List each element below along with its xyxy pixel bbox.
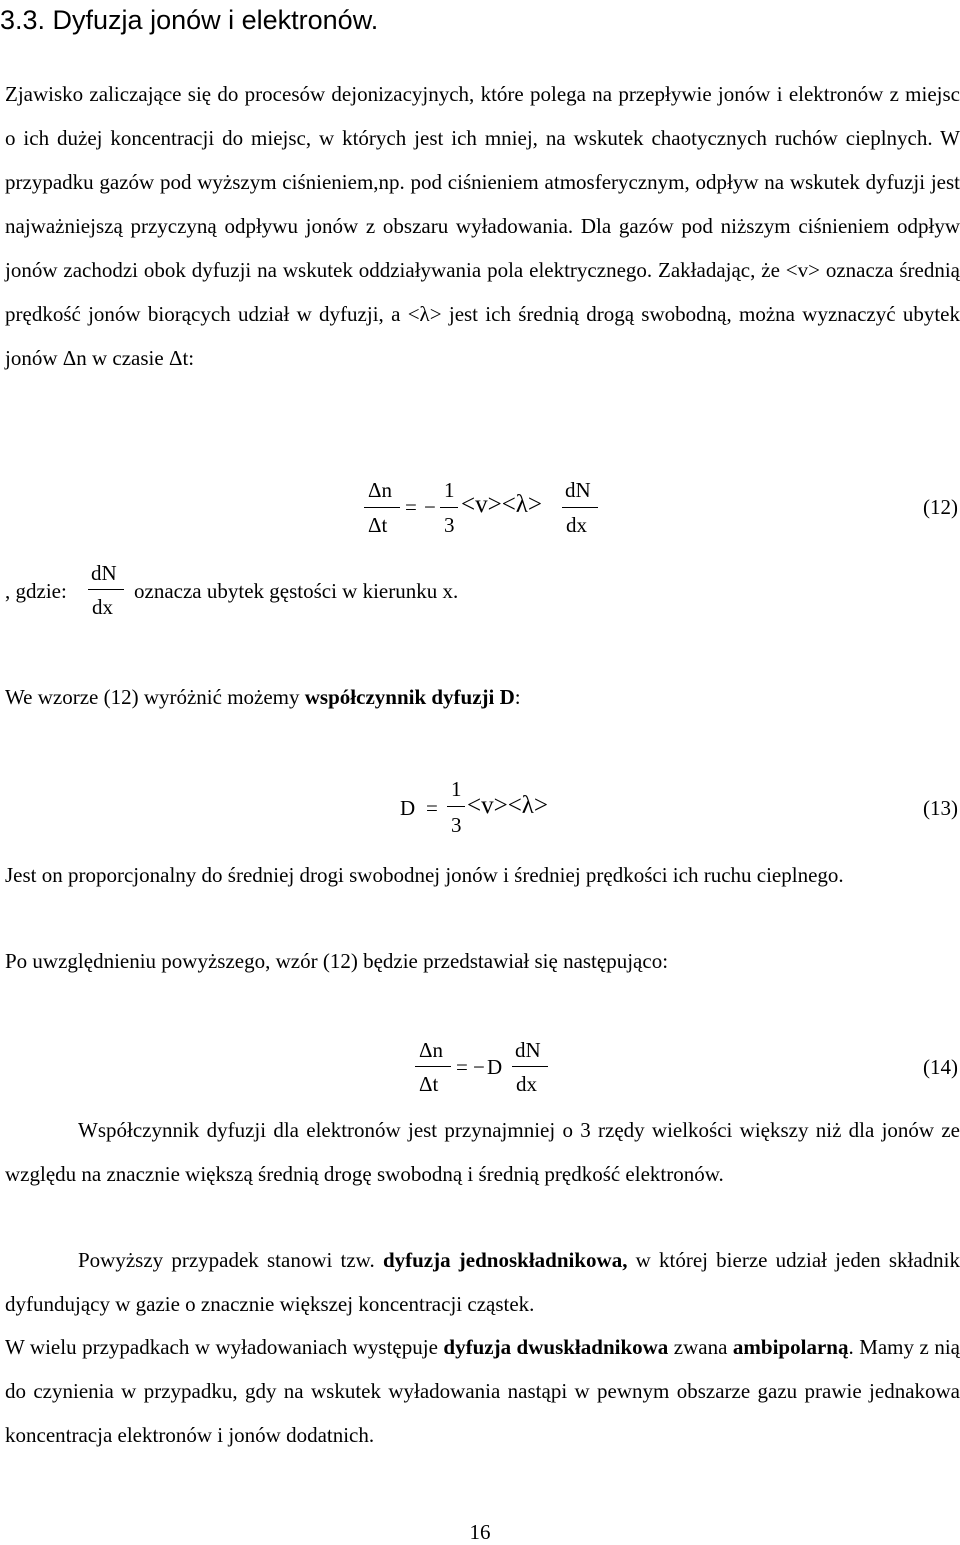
eq13-mean-terms: <v><λ> [467, 792, 549, 819]
eq12-rhs-fraction-bar [562, 507, 598, 508]
gdzie-prefix: , gdzie: [5, 579, 67, 603]
eq14-lhs-numerator: Δn [419, 1038, 444, 1062]
eq14-lhs-denominator: Δt [419, 1072, 439, 1096]
eq12-lhs-fraction-bar [364, 507, 400, 508]
eq14-coef: D [487, 1055, 503, 1079]
eq13-coef-fraction-bar [447, 806, 465, 807]
para7-bold2: ambipolarną [732, 1335, 849, 1359]
eq12-equals: = [405, 495, 417, 519]
para6-text1: Powyższy przypadek stanowi tzw. [78, 1248, 383, 1272]
eq14-number: (14) [923, 1055, 958, 1079]
eq14-equals: = [456, 1055, 468, 1079]
gdzie-numerator: dN [91, 561, 117, 585]
paragraph-electron-coefficient: Współczynnik dyfuzji dla elektronów jest przynajmniej o 3 rzędy wielkości większy niż dla jonów ze względu na znacznie większą średnią drogę swobodną i średnią prędkość elektronów. [5, 1118, 960, 1186]
paragraph-transformed: Po uwzględnieniu powyższego, wzór (12) będzie przedstawiał się następująco: [5, 949, 669, 973]
eq12-number: (12) [923, 495, 958, 519]
paragraph-proportional: Jest on proporcjonalny do średniej drogi swobodnej jonów i średniej prędkości ich ruchu cieplnego. [5, 863, 844, 887]
page-number: 16 [469, 1520, 491, 1544]
eq12-minus: − [424, 495, 436, 519]
eq14-rhs-numerator: dN [515, 1038, 541, 1062]
para7-bold1: dyfuzja dwuskładnikowa [443, 1335, 669, 1359]
section-heading: 3.3. Dyfuzja jonów i elektronów. [0, 5, 379, 35]
eq12-lhs-numerator: Δn [368, 478, 393, 502]
para2-text: We wzorze (12) wyróżnić możemy [5, 685, 305, 709]
paragraph-single-component [5, 1238, 960, 1326]
eq13-number: (13) [923, 796, 958, 820]
eq13-equals: = [426, 796, 438, 820]
eq13-coef-numerator: 1 [451, 777, 462, 801]
para6-text2: w której bierze udział jeden składnik dyfundujący w gazie o znacznie większej koncentracji cząstek. [5, 1248, 960, 1316]
eq12-lhs-denominator: Δt [368, 513, 388, 537]
eq14-minus: − [473, 1055, 485, 1079]
gdzie-denominator: dx [92, 595, 113, 619]
para7-text2: zwana [668, 1335, 733, 1359]
eq12-coef-denominator: 3 [444, 513, 455, 537]
gdzie-suffix: oznacza ubytek gęstości w kierunku x. [134, 579, 459, 603]
eq14-rhs-fraction-bar [512, 1066, 548, 1067]
para7-text1: W wielu przypadkach w wyładowaniach występuje [5, 1335, 444, 1359]
eq13-lhs: D [400, 796, 416, 820]
eq12-coef-numerator: 1 [444, 478, 455, 502]
paragraph-diffusion-coefficient [5, 682, 521, 712]
eq12-rhs-denominator: dx [566, 513, 587, 537]
eq14-lhs-fraction-bar [415, 1066, 451, 1067]
paragraph-intro: Zjawisko zaliczające się do procesów dejonizacyjnych, które polega na przepływie jonów i elektronów z miejsc o ich dużej koncentracji do miejsc, w których jest ich mniej, na wskutek chaotycznych ruchów cieplnych. W przypadku gazów pod wyższym ciśnieniem,np. pod ciśnieniem atmosferycznym, odpływ na wskutek dyfuzji jest najważniejszą przyczyną odpływu jonów z obszaru wyładowania. Dla gazów pod niższym ciśnieniem odpływ jonów zachodzi obok dyfuzji na wskutek oddziaływania pola elektrycznego. Zakładając, że <v> oznacza średnią prędkość jonów biorących udział w dyfuzji, a <λ> jest ich średnią drogą swobodną, można wyznaczyć ubytek jonów Δn w czasie Δt: [5, 82, 960, 370]
para2-end: : [514, 685, 521, 709]
para7-text3: . Mamy z nią do czynienia w przypadku, gdy na wskutek wyładowania nastąpi w pewnym obszarze gazu prawie jednakowa koncentracja elektronów i jonów dodatnich. [5, 1335, 960, 1447]
para6-bold: dyfuzja jednoskładnikowa, [382, 1248, 628, 1272]
eq12-rhs-numerator: dN [565, 478, 591, 502]
paragraph-ambipolar [5, 1325, 960, 1457]
para2-bold: współczynnik dyfuzji D [304, 685, 515, 709]
eq14-rhs-denominator: dx [516, 1072, 537, 1096]
eq12-coef-fraction-bar [440, 507, 458, 508]
eq12-mean-terms: <v><λ> [461, 491, 543, 518]
eq13-coef-denominator: 3 [451, 813, 462, 837]
gdzie-fraction-bar [88, 589, 124, 590]
